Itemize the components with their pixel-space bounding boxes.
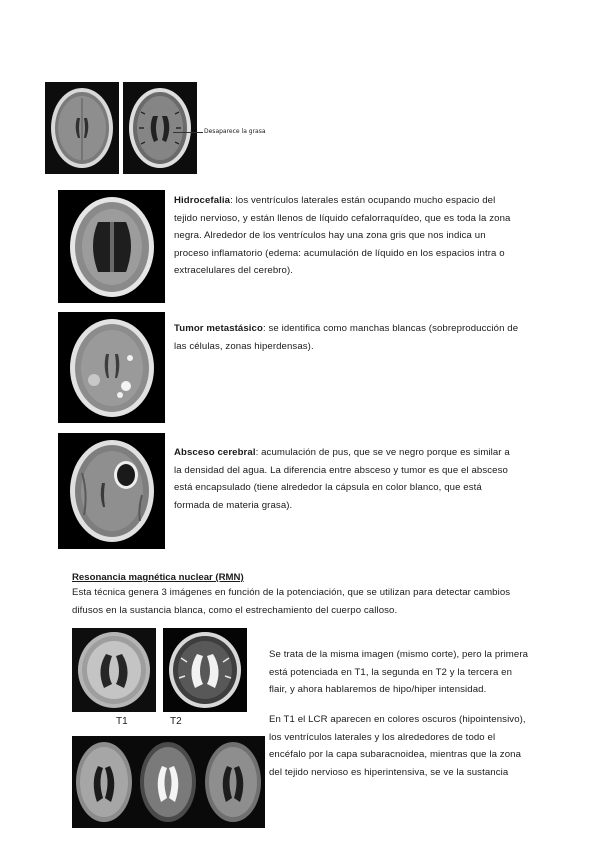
description-hydrocephalus: : los ventrículos laterales están ocupando mucho espacio del tejido nervioso, y están llenos de líquido cefalorraquídeo, que es toda la zona negra. Alrededor de los ventrículos hay una zona gris que nos indica un proceso inflamatorio (edema: acumulación de líquido en los espacios intra o extracelulares del cerebro). [174,195,511,276]
rmn-heading: Resonancia magnética nuclear (RMN) [72,572,244,583]
ct-scan-atrophy [123,82,197,174]
annotation-line [173,132,203,133]
mri-t1-scan [72,628,156,712]
description-brain-abscess: : acumulación de pus, que se ve negro porque es similar a la densidad del agua. La diferencia entre absceso y tumor es que el absceso está encapsulado (tiene alrededor la cápsula en color blanco, que está formada de materia grasa). [174,447,510,511]
label-t2: T2 [170,716,182,727]
ct-scan-brain-abscess [58,433,165,549]
case-hydrocephalus [174,192,520,280]
ct-scan-hydrocephalus [58,190,165,303]
term-brain-abscess: Absceso cerebral [174,447,256,458]
ct-scan-normal [45,82,119,174]
rmn-description-1: Se trata de la misma imagen (mismo corte), pero la primera está potenciada en T1, la segunda en T2 y la tercera en flair, y ahora hablaremos de hipo/hiper intensidad. [269,649,529,695]
rmn-intro: Esta técnica genera 3 imágenes en función de la potenciación, que se utilizan para detectar cambios difusos en la sustancia blanca, como el estrechamiento del cuerpo calloso. [72,587,511,616]
rmn-description-2: En T1 el LCR aparecen en colores oscuros (hipointensivo), los ventrículos laterales y los alrededores de todo el encéfalo por la capa subaracnoidea, mientras que la zona del tejido nervioso es hiperintensiva, se ve la sustancia [269,714,526,778]
term-metastatic-tumor: Tumor metastásico [174,323,263,334]
mri-t2-scan [163,628,247,712]
annotation-label: Desaparece la grasa [204,128,266,135]
case-brain-abscess [174,444,520,514]
mri-comparison-scans [72,736,265,828]
term-hydrocephalus: Hidrocefalia [174,195,231,206]
ct-scan-metastatic-tumor [58,312,165,423]
case-metastatic-tumor [174,320,520,355]
label-t1: T1 [116,716,128,727]
description-metastatic-tumor: : se identifica como manchas blancas (sobreproducción de las células, zonas hiperdensas). [174,323,519,352]
